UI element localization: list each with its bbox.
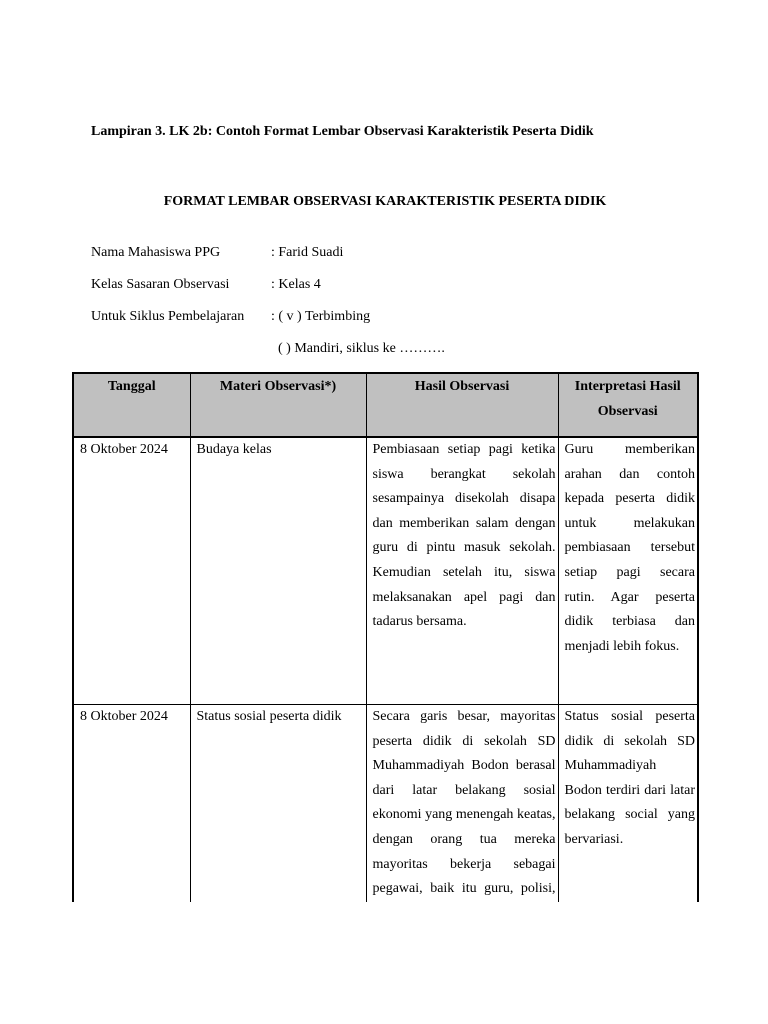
cell-result: Pembiasaan setiap pagi ketika siswa berangkat sekolah sesampainya disekolah disapa dan memberikan salam dengan guru di pintu masuk sekolah. Kemudian setelah itu, siswa melaksanakan apel pagi dan tadarus bersama.: [366, 437, 558, 705]
table-header-row: [73, 373, 698, 437]
observation-table: [72, 372, 699, 902]
cell-interpretation: Status sosial peserta didik di sekolah SD Muhammadiyah Bodon terdiri dari latar belakang social yang bervariasi.: [558, 705, 698, 902]
student-name-value: : Farid Suadi: [271, 245, 344, 260]
cell-topic: Budaya kelas: [190, 437, 366, 705]
cycle-alt-option: ( ) Mandiri, siklus ke ……….: [278, 341, 445, 356]
header-interpretation: Interpretasi Hasil Observasi: [558, 373, 698, 437]
header-topic: Materi Observasi*): [190, 373, 366, 437]
page-heading: Lampiran 3. LK 2b: Contoh Format Lembar Observasi Karakteristik Peserta Didik: [91, 124, 594, 139]
cycle-value: : ( v ) Terbimbing: [271, 309, 371, 324]
cell-date: 8 Oktober 2024: [73, 705, 190, 902]
cell-result: Secara garis besar, mayoritas peserta didik di sekolah SD Muhammadiyah Bodon berasal dari latar belakang sosial ekonomi yang menengah keatas, dengan orang tua mereka mayoritas bekerja sebagai pegawai, baik itu guru, polisi,: [366, 705, 558, 902]
cell-date: 8 Oktober 2024: [73, 437, 190, 705]
header-date: Tanggal: [73, 373, 190, 437]
cell-interpretation: Guru memberikan arahan dan contoh kepada peserta didik untuk melakukan pembiasaan tersebut setiap pagi secara rutin. Agar peserta didik terbiasa dan menjadi lebih fokus.: [558, 437, 698, 705]
form-title: FORMAT LEMBAR OBSERVASI KARAKTERISTIK PESERTA DIDIK: [163, 194, 607, 209]
class-label: Kelas Sasaran Observasi: [91, 277, 230, 292]
cycle-label: Untuk Siklus Pembelajaran: [91, 309, 245, 324]
table-row: [73, 437, 698, 705]
table-row: [73, 705, 698, 902]
student-name-label: Nama Mahasiswa PPG: [91, 245, 221, 260]
class-value: : Kelas 4: [271, 277, 321, 292]
cell-topic: Status sosial peserta didik: [190, 705, 366, 902]
header-result: Hasil Observasi: [366, 373, 558, 437]
